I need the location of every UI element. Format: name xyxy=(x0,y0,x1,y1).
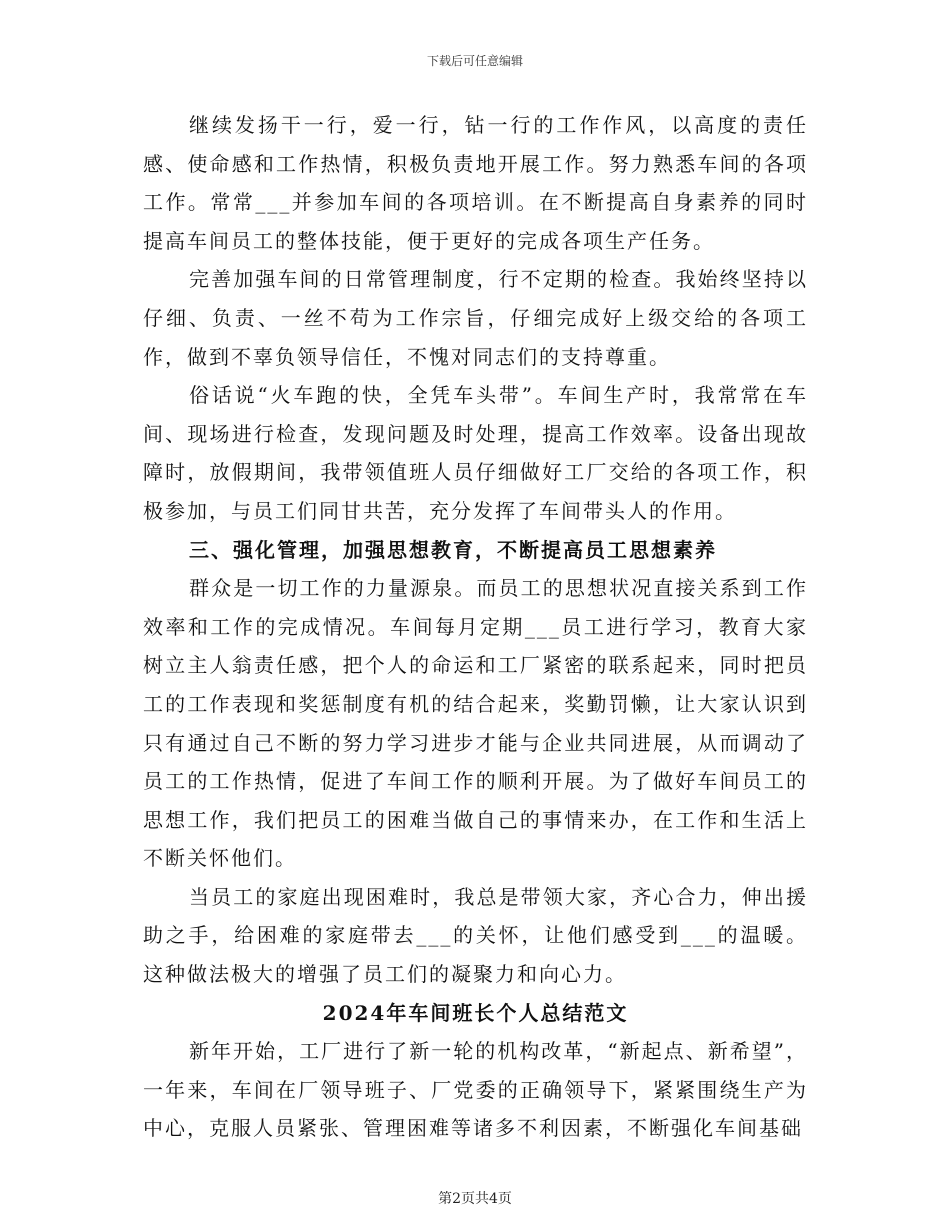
section-heading-3: 三、强化管理，加强思想教育，不断提高员工思想素养 xyxy=(189,537,717,562)
page-number-footer: 第2页共4页 xyxy=(438,1191,512,1207)
document-body xyxy=(143,106,808,1148)
paragraph-3: 俗话说“火车跑的快，全凭车头带”。车间生产时，我常常在车间、现场进行检查，发现问题及时处理，提高工作效率。设备出现故障时，放假期间，我带领值班人员仔细做好工厂交给的各项工作，积极参加，与员工们同甘共苦，充分发挥了车间带头人的作用。 xyxy=(143,383,808,523)
paragraph-5: 当员工的家庭出现困难时，我总是带领大家，齐心合力，伸出援助之手，给困难的家庭带去___的关怀，让他们感受到___的温暖。这种做法极大的增强了员工们的凝聚力和向心力。 xyxy=(143,884,808,987)
paragraph-4: 群众是一切工作的力量源泉。而员工的思想状况直接关系到工作效率和工作的完成情况。车间每月定期___员工进行学习，教育大家树立主人翁责任感，把个人的命运和工厂紧密的联系起来，同时把员工的工作表现和奖惩制度有机的结合起来，奖勤罚懒，让大家认识到只有通过自己不断的努力学习进步才能与企业共同进展，从而调动了员工的工作热情，促进了车间工作的顺利开展。为了做好车间员工的思想工作，我们把员工的困难当做自己的事情来办，在工作和生活上不断关怀他们。 xyxy=(143,576,808,871)
document-title: 2024年车间班长个人总结范文 xyxy=(322,1000,629,1025)
page-header-note: 下载后可任意编辑 xyxy=(426,54,523,68)
paragraph-1: 继续发扬干一行，爱一行，钻一行的工作作风，以高度的责任感、使命感和工作热情，积极负责地开展工作。努力熟悉车间的各项工作。常常___并参加车间的各项培训。在不断提高自身素养的同时提高车间员工的整体技能，便于更好的完成各项生产任务。 xyxy=(143,113,808,253)
paragraph-2: 完善加强车间的日常管理制度，行不定期的检查。我始终坚持以仔细、负责、一丝不苟为工作宗旨，仔细完成好上级交给的各项工作，做到不辜负领导信任，不愧对同志们的支持尊重。 xyxy=(143,267,808,369)
paragraph-6: 新年开始，工厂进行了新一轮的机构改革，“新起点、新希望”，一年来，车间在厂领导班子、厂党委的正确领导下，紧紧围绕生产为中心，克服人员紧张、管理困难等诸多不利因素，不断强化车间基础 xyxy=(143,1039,808,1141)
